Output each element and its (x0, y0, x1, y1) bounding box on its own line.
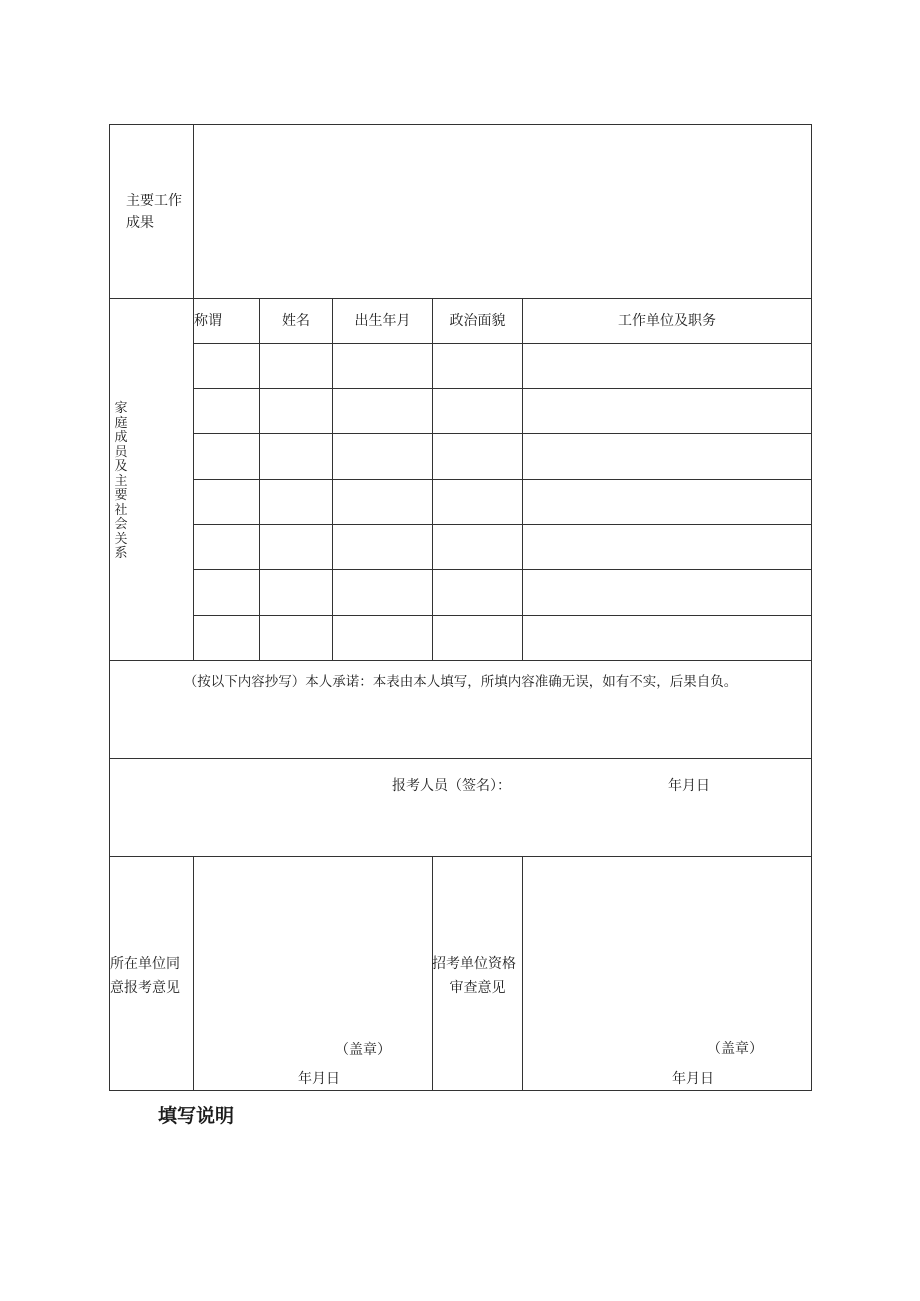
header-workplace-position: 工作单位及职务 (618, 313, 716, 329)
row2-relation-cell[interactable] (195, 390, 258, 432)
pledge-copy-field[interactable] (111, 696, 810, 756)
row5-birth-cell[interactable] (334, 526, 431, 568)
row4-political-cell[interactable] (434, 481, 521, 523)
header-political-status: 政治面貌 (449, 313, 506, 329)
row3-relation-cell[interactable] (195, 435, 258, 478)
row5-political-cell[interactable] (434, 526, 521, 568)
unit-opinion-label-line2: 意报考意见 (110, 980, 180, 996)
work-results-field[interactable] (195, 126, 810, 297)
signature-field[interactable] (529, 772, 659, 800)
row1-political-cell[interactable] (434, 345, 521, 387)
work-results-label-line1: 主要工作 (126, 193, 182, 209)
unit-seal-label: （盖章） (335, 1042, 391, 1058)
row4-workplace-cell[interactable] (524, 481, 810, 523)
row5-relation-cell[interactable] (195, 526, 258, 568)
row6-workplace-cell[interactable] (524, 571, 810, 614)
unit-opinion-field[interactable] (195, 858, 431, 1038)
registration-form-table (109, 124, 812, 1091)
header-birth-date: 出生年月 (354, 313, 411, 329)
row6-birth-cell[interactable] (334, 571, 431, 614)
row1-workplace-cell[interactable] (524, 345, 810, 387)
row2-birth-cell[interactable] (334, 390, 431, 432)
row1-name-cell[interactable] (261, 345, 331, 387)
row7-workplace-cell[interactable] (524, 617, 810, 659)
row1-relation-cell[interactable] (195, 345, 258, 387)
signature-label: 报考人员（签名）： (392, 778, 511, 794)
row3-birth-cell[interactable] (334, 435, 431, 478)
instructions-heading: 填写说明 (158, 1105, 235, 1127)
unit-opinion-label-line1: 所在单位同 (110, 956, 180, 972)
row7-political-cell[interactable] (434, 617, 521, 659)
header-relation: 称谓 (194, 313, 222, 329)
row2-workplace-cell[interactable] (524, 390, 810, 432)
signature-date: 年月日 (668, 778, 710, 794)
exam-review-date: 年月日 (672, 1071, 714, 1087)
work-results-label-line2: 成果 (126, 215, 154, 231)
row7-relation-cell[interactable] (195, 617, 258, 659)
row6-political-cell[interactable] (434, 571, 521, 614)
unit-opinion-date: 年月日 (298, 1071, 340, 1087)
row3-workplace-cell[interactable] (524, 435, 810, 478)
row7-name-cell[interactable] (261, 617, 331, 659)
row1-birth-cell[interactable] (334, 345, 431, 387)
row6-relation-cell[interactable] (195, 571, 258, 614)
header-name: 姓名 (282, 313, 310, 329)
exam-review-label-line2: 审查意见 (449, 980, 506, 996)
row4-birth-cell[interactable] (334, 481, 431, 523)
row5-workplace-cell[interactable] (524, 526, 810, 568)
row6-name-cell[interactable] (261, 571, 331, 614)
exam-seal-label: （盖章） (707, 1041, 763, 1057)
row4-relation-cell[interactable] (195, 481, 258, 523)
exam-review-label-line1: 招考单位资格 (432, 956, 516, 972)
row3-political-cell[interactable] (434, 435, 521, 478)
row7-birth-cell[interactable] (334, 617, 431, 659)
row4-name-cell[interactable] (261, 481, 331, 523)
row3-name-cell[interactable] (261, 435, 331, 478)
pledge-instruction: （按以下内容抄写）本人承诺：本表由本人填写，所填内容准确无误，如有不实，后果自负。 (183, 674, 738, 690)
row5-name-cell[interactable] (261, 526, 331, 568)
row2-political-cell[interactable] (434, 390, 521, 432)
exam-review-field[interactable] (524, 858, 810, 1038)
row2-name-cell[interactable] (261, 390, 331, 432)
family-section-label: 家庭成员及主要社会关系 (114, 401, 128, 561)
